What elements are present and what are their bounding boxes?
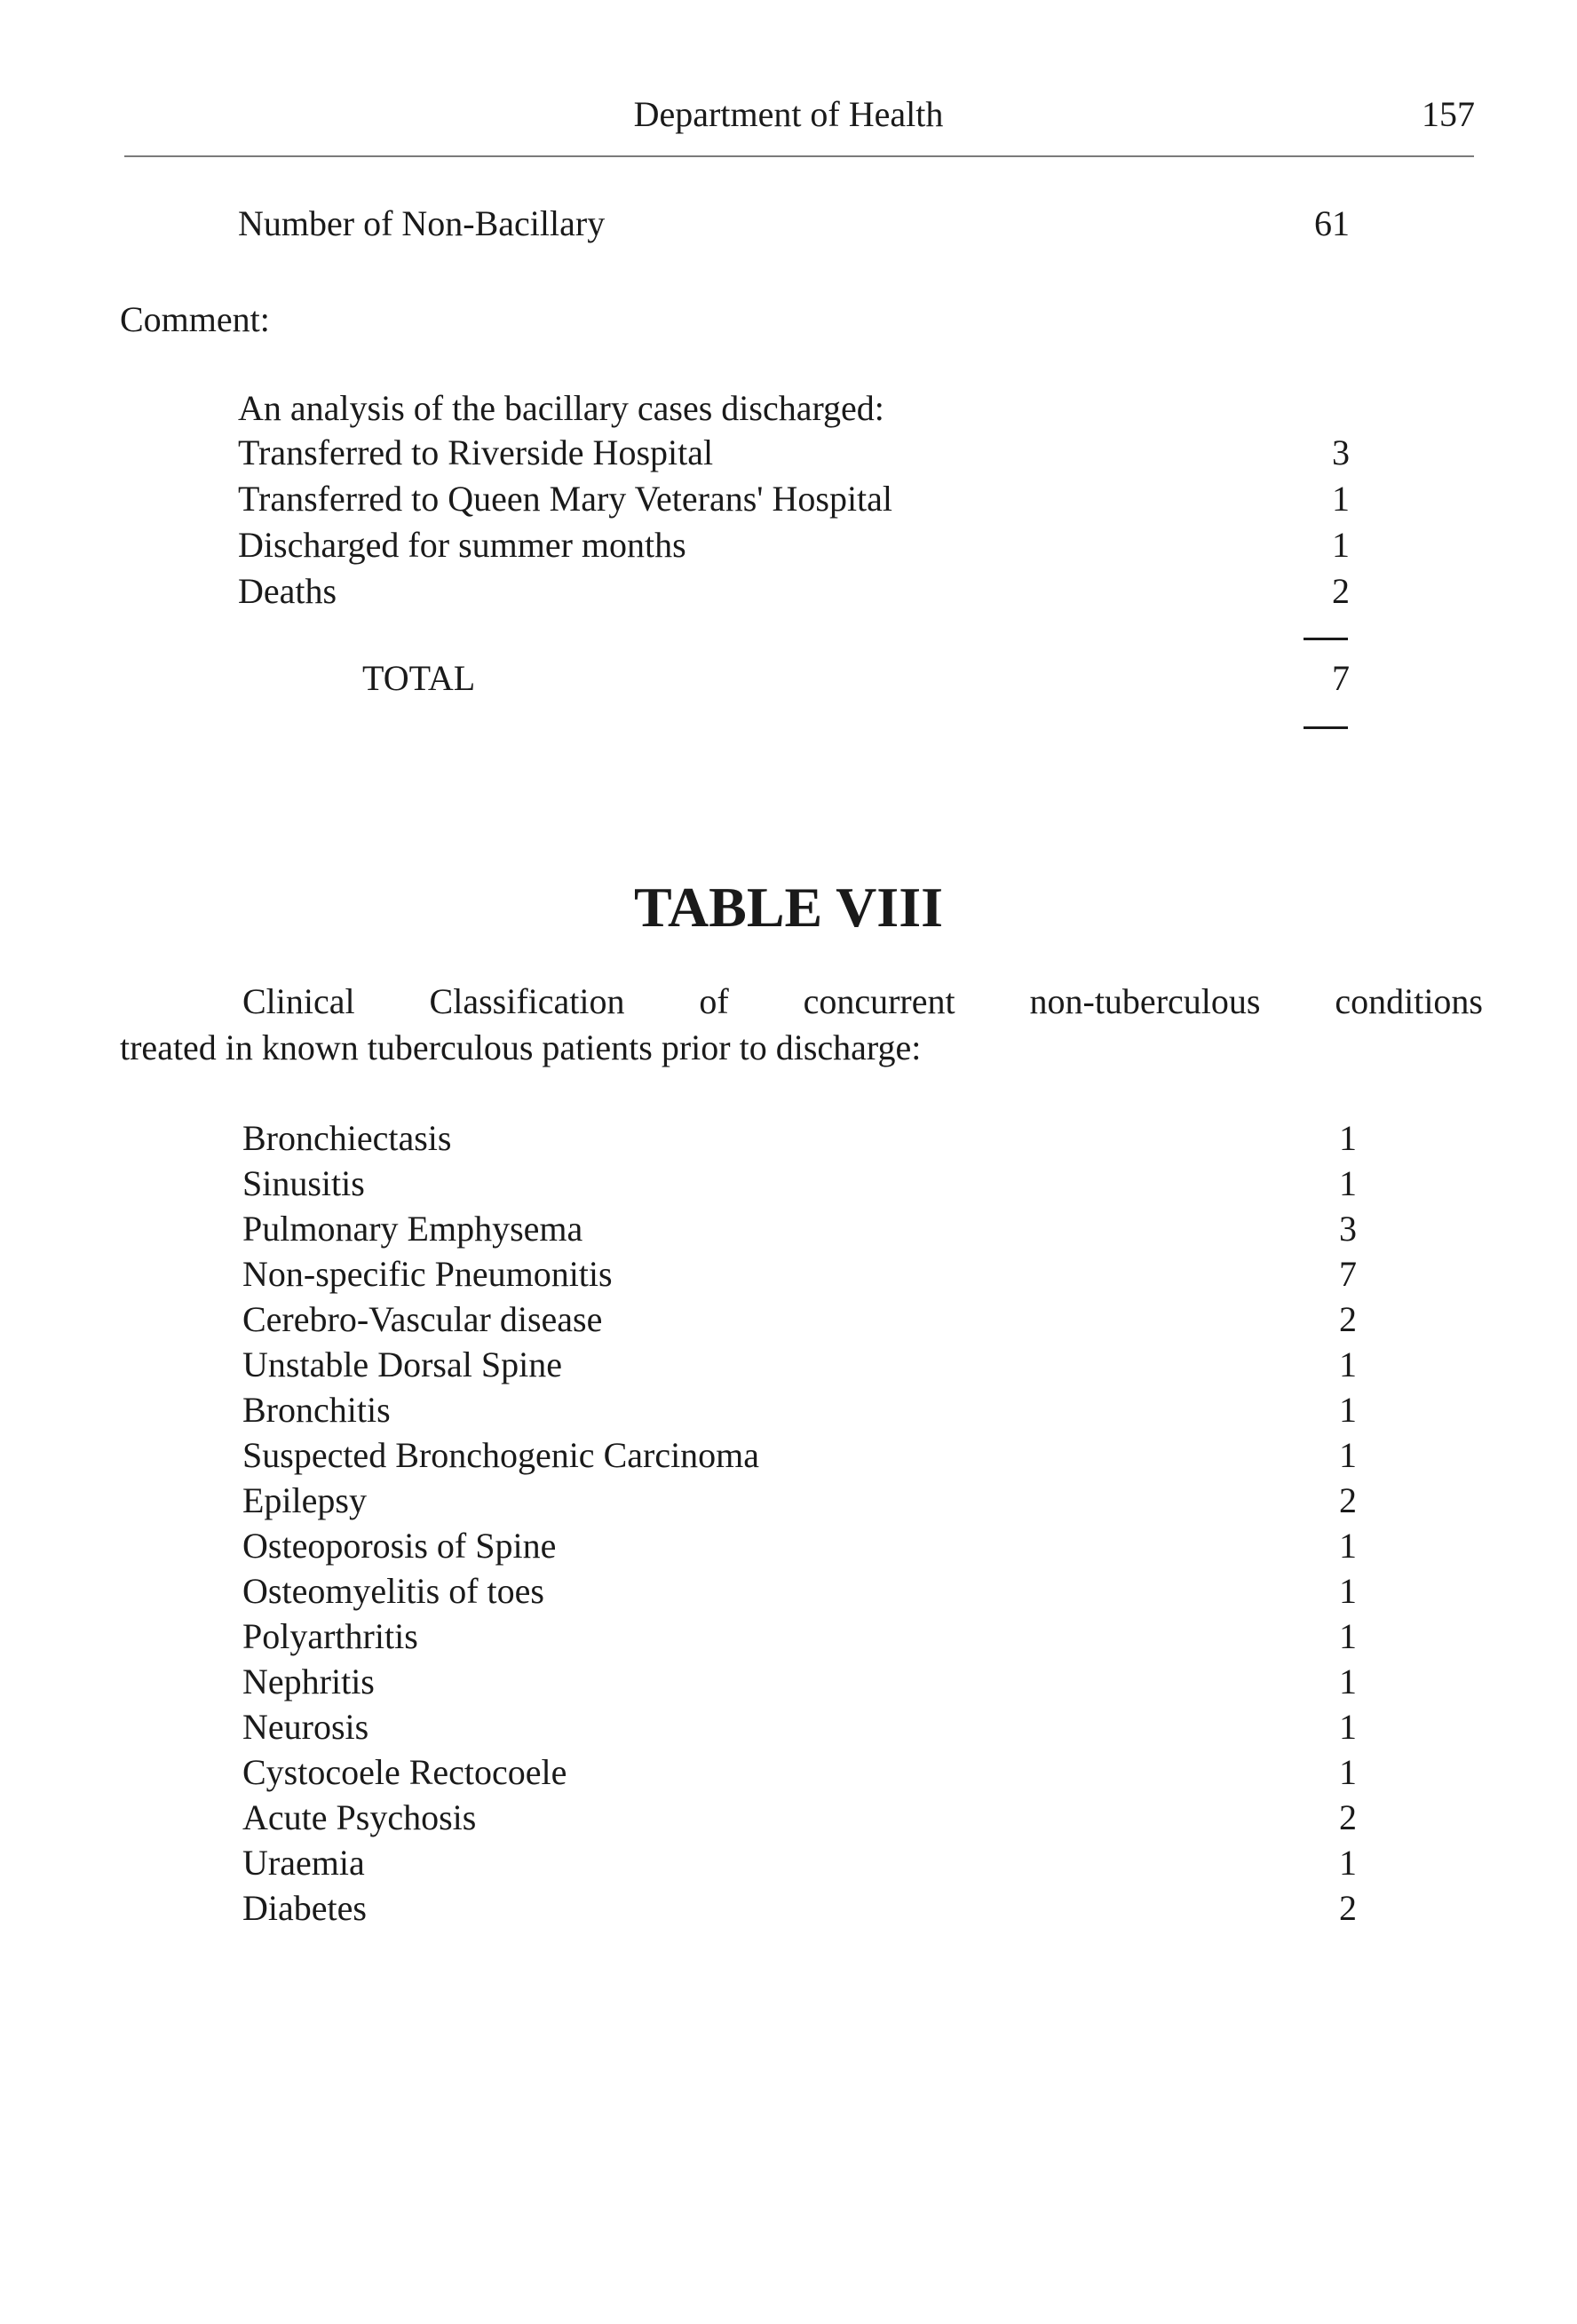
table-intro-line1-wrap — [242, 980, 1483, 1022]
list-item — [242, 1253, 1361, 1298]
condition-label: Uraemia — [242, 1843, 365, 1883]
analysis-item-value: 1 — [1332, 525, 1350, 565]
condition-count: 2 — [1339, 1888, 1357, 1928]
list-item — [242, 1842, 1361, 1887]
analysis-item-label: Deaths — [238, 571, 337, 611]
condition-count: 2 — [1339, 1480, 1357, 1520]
analysis-intro: An analysis of the bacillary cases discharged: — [238, 388, 884, 428]
condition-count: 7 — [1339, 1254, 1357, 1294]
condition-label: Epilepsy — [242, 1480, 367, 1520]
condition-label: Bronchitis — [242, 1390, 391, 1430]
total-value: 7 — [1332, 658, 1350, 698]
condition-count: 2 — [1339, 1797, 1357, 1837]
list-item — [242, 1706, 1361, 1751]
list-item — [242, 1570, 1361, 1615]
page-number: 157 — [1422, 94, 1475, 134]
list-item — [242, 1298, 1361, 1344]
condition-label: Bronchiectasis — [242, 1118, 452, 1158]
non-bacillary-value: 61 — [1314, 203, 1350, 243]
condition-label: Cystocoele Rectocoele — [242, 1752, 567, 1792]
list-item — [242, 1389, 1361, 1434]
list-item — [242, 1434, 1361, 1479]
analysis-item-value: 1 — [1332, 479, 1350, 519]
condition-label: Polyarthritis — [242, 1616, 418, 1656]
list-item — [242, 1344, 1361, 1389]
condition-count: 1 — [1339, 1526, 1357, 1566]
condition-count: 1 — [1339, 1118, 1357, 1158]
list-item — [238, 478, 1357, 524]
list-item — [238, 570, 1357, 616]
condition-count: 1 — [1339, 1163, 1357, 1203]
condition-label: Neurosis — [242, 1707, 369, 1747]
condition-count: 1 — [1339, 1344, 1357, 1384]
list-item — [238, 524, 1357, 570]
list-item — [242, 1797, 1361, 1842]
analysis-item-value: 3 — [1332, 432, 1350, 472]
condition-count: 1 — [1339, 1390, 1357, 1430]
table-intro-line1: Clinical Classification of concurrent non-tuberculous conditions — [242, 981, 1483, 1021]
condition-label: Osteomyelitis of toes — [242, 1571, 544, 1611]
list-item — [242, 1615, 1361, 1661]
analysis-list — [238, 432, 1357, 616]
condition-label: Nephritis — [242, 1662, 375, 1701]
analysis-item-label: Transferred to Queen Mary Veterans' Hospital — [238, 479, 893, 519]
header-rule — [124, 155, 1474, 157]
total-label: TOTAL — [362, 658, 476, 698]
comment-label: Comment: — [120, 299, 270, 339]
condition-label: Osteoporosis of Spine — [242, 1526, 557, 1566]
condition-count: 3 — [1339, 1209, 1357, 1249]
analysis-item-value: 2 — [1332, 571, 1350, 611]
analysis-item-label: Discharged for summer months — [238, 525, 686, 565]
list-item — [242, 1525, 1361, 1570]
list-item — [242, 1208, 1361, 1253]
condition-count: 2 — [1339, 1299, 1357, 1339]
condition-label: Suspected Bronchogenic Carcinoma — [242, 1435, 760, 1475]
condition-count: 1 — [1339, 1843, 1357, 1883]
page-header-title: Department of Health — [633, 94, 944, 134]
condition-count: 1 — [1339, 1662, 1357, 1701]
table-intro-line2: treated in known tuberculous patients prior to discharge: — [120, 1027, 922, 1067]
condition-count: 1 — [1339, 1571, 1357, 1611]
condition-label: Non-specific Pneumonitis — [242, 1254, 613, 1294]
list-item — [242, 1479, 1361, 1525]
condition-label: Unstable Dorsal Spine — [242, 1344, 562, 1384]
non-bacillary-label: Number of Non-Bacillary — [238, 203, 606, 243]
condition-label: Cerebro-Vascular disease — [242, 1299, 603, 1339]
condition-count: 1 — [1339, 1707, 1357, 1747]
total-rule-top — [1304, 638, 1348, 640]
list-item — [242, 1661, 1361, 1706]
analysis-item-label: Transferred to Riverside Hospital — [238, 432, 714, 472]
list-item — [242, 1751, 1361, 1797]
condition-label: Acute Psychosis — [242, 1797, 477, 1837]
condition-count: 1 — [1339, 1616, 1357, 1656]
list-item — [242, 1162, 1361, 1208]
condition-label: Pulmonary Emphysema — [242, 1209, 583, 1249]
condition-count: 1 — [1339, 1435, 1357, 1475]
condition-label: Sinusitis — [242, 1163, 365, 1203]
condition-count: 1 — [1339, 1752, 1357, 1792]
list-item — [242, 1117, 1361, 1162]
list-item — [238, 432, 1357, 478]
total-rule-bottom — [1304, 726, 1348, 729]
conditions-list — [242, 1117, 1361, 1932]
table-title: TABLE VIII — [634, 876, 943, 939]
list-item — [242, 1887, 1361, 1932]
condition-label: Diabetes — [242, 1888, 367, 1928]
